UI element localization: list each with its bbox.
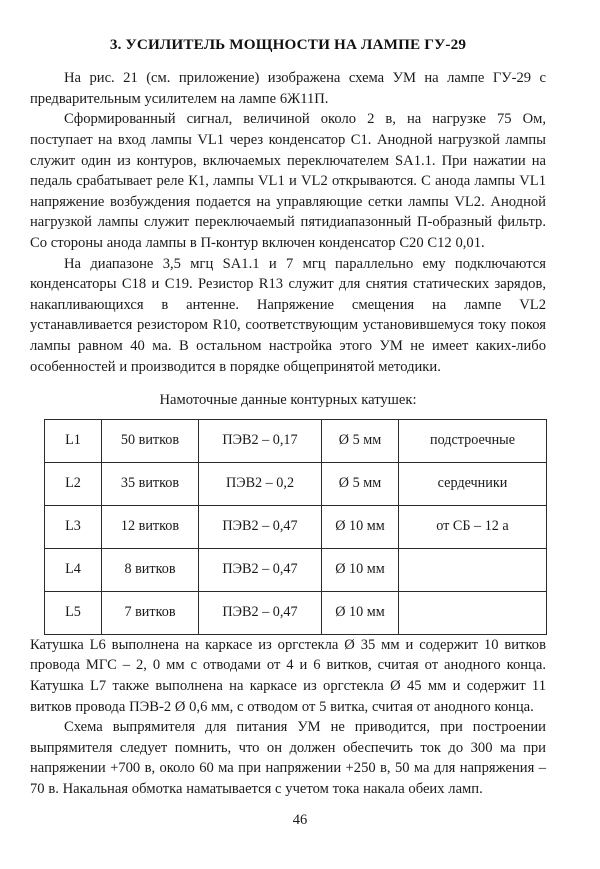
page-content (30, 0, 546, 799)
coil-diameter-cell: Ø 5 мм (322, 462, 399, 505)
coil-wire-cell: ПЭВ2 – 0,47 (199, 548, 322, 591)
coil-table-caption: Намоточные данные контурных катушек: (159, 392, 417, 409)
page-number: 46 (292, 812, 308, 828)
coil-turns-cell: 35 витков (102, 462, 199, 505)
paragraph-coils-l6-l7: Катушка L6 выполнена на каркасе из оргстекла Ø 35 мм и содержит 10 витков провода МГС – 2, 0 мм с отводами от 4 и 6 витков, считая от анодного конца. Катушка L7 также выполнена на каркасе из оргстекла Ø 45 мм и содержит 11 витков провода ПЭВ-2 Ø 0,6 мм, с отводом от 5 витка, считая от анодного конца. (30, 636, 546, 715)
coil-note-cell: от СБ – 12 а (399, 505, 547, 548)
coil-diameter-cell: Ø 10 мм (322, 505, 399, 548)
table-row (45, 419, 547, 462)
coil-turns-cell: 8 витков (102, 548, 199, 591)
table-row (45, 505, 547, 548)
paragraph-intro: На рис. 21 (см. приложение) изображена схема УМ на лампе ГУ-29 с предварительным усилителем на лампе 6Ж11П. (30, 70, 546, 107)
coil-note-cell (399, 591, 547, 634)
paragraph-tuning: На диапазоне 3,5 мгц SA1.1 и 7 мгц параллельно ему подключаются конденсаторы С18 и С19. Резистор R13 служит для снятия статических зарядов, накапливающихся в антенне. Напряжение смещения на лампе VL2 устанавливается резистором R10, соответствующим установившемуся току покоя лампы равном 40 ма. В остальном настройка этого УМ не имеет каких-либо особенностей и производится в порядке общепринятой методики. (30, 255, 546, 375)
coil-winding-table (44, 419, 547, 635)
coil-note-cell: сердечники (399, 462, 547, 505)
coil-note-cell: подстроечные (399, 419, 547, 462)
coil-note-cell (399, 548, 547, 591)
coil-wire-cell: ПЭВ2 – 0,17 (199, 419, 322, 462)
coil-name-cell: L2 (45, 462, 102, 505)
coil-diameter-cell: Ø 5 мм (322, 419, 399, 462)
paragraph-rectifier: Схема выпрямителя для питания УМ не приводится, при построении выпрямителя следует помнить, что он должен обеспечить ток до 300 ма при напряжении +700 в, около 60 ма при напряжении +250 в, 50 ма для напряжения –70 в. Накальная обмотка наматывается с учетом тока накала обеих ламп. (30, 719, 546, 797)
page-title: 3. УСИЛИТЕЛЬ МОЩНОСТИ НА ЛАМПЕ ГУ-29 (109, 36, 467, 53)
coil-name-cell: L4 (45, 548, 102, 591)
coil-diameter-cell: Ø 10 мм (322, 548, 399, 591)
table-row (45, 591, 547, 634)
coil-wire-cell: ПЭВ2 – 0,47 (199, 591, 322, 634)
coil-wire-cell: ПЭВ2 – 0,47 (199, 505, 322, 548)
coil-table-body (45, 419, 547, 634)
coil-name-cell: L5 (45, 591, 102, 634)
coil-wire-cell: ПЭВ2 – 0,2 (199, 462, 322, 505)
coil-name-cell: L1 (45, 419, 102, 462)
paragraph-signal-path: Сформированный сигнал, величиной около 2 в, на нагрузке 75 Ом, поступает на вход лампы VL1 через конденсатор С1. Анодной нагрузкой лампы служит один из контуров, включаемых переключателем SA1.1. При нажатии на педаль срабатывает реле К1, лампы VL1 и VL2 открываются. С анода лампы VL1 напряжение возбуждения подается на управляющие сетки лампы VL2. Анодной нагрузкой лампы служит переключаемый пятидиапазонный П-образный фильтр. Со стороны анода лампы в П-контур включен конденсатор С20 С12 0,01. (30, 111, 546, 251)
table-row (45, 462, 547, 505)
coil-diameter-cell: Ø 10 мм (322, 591, 399, 634)
table-row (45, 548, 547, 591)
coil-turns-cell: 12 витков (102, 505, 199, 548)
coil-turns-cell: 50 витков (102, 419, 199, 462)
coil-turns-cell: 7 витков (102, 591, 199, 634)
coil-name-cell: L3 (45, 505, 102, 548)
